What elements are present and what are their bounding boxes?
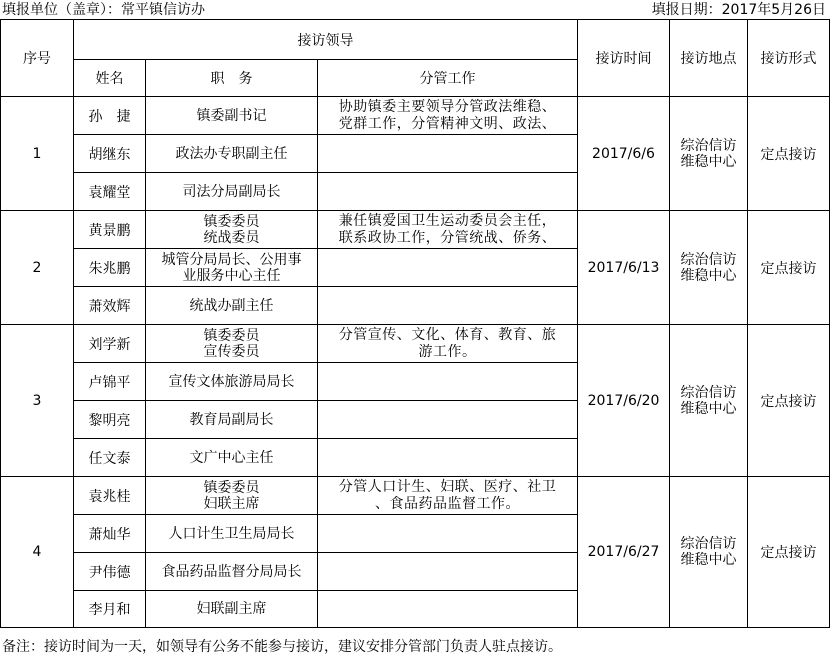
member-duty-empty [318,363,578,401]
member-name: 袁兆桂 [74,477,146,515]
member-position: 镇委委员 宣传委员 [146,325,318,363]
reception-place: 综治信访 维稳中心 [670,97,748,211]
table-row [1,97,830,135]
table-row [1,477,830,515]
member-duty: 协助镇委主要领导分管政法维稳、 党群工作，分管精神文明、政法、 [318,97,578,135]
reception-form: 定点接访 [748,211,830,325]
reception-form: 定点接访 [748,325,830,477]
member-position: 镇委委员 妇联主席 [146,477,318,515]
member-duty-empty [318,591,578,628]
reception-place: 综治信访 维稳中心 [670,211,748,325]
member-duty-empty [318,515,578,553]
table-row [1,211,830,249]
member-position: 城管分局局长、公用事 业服务中心主任 [146,249,318,287]
group-seq: 3 [1,325,74,477]
group-seq: 1 [1,97,74,211]
member-duty-empty [318,173,578,211]
member-duty-empty [318,135,578,173]
col-time-header: 接访时间 [578,20,670,97]
reception-form: 定点接访 [748,97,830,211]
reception-form: 定点接访 [748,477,830,628]
member-name: 刘学新 [74,325,146,363]
member-name: 卢锦平 [74,363,146,401]
member-position: 妇联副主席 [146,591,318,628]
table-row [1,325,830,363]
col-place-header: 接访地点 [670,20,748,97]
member-name: 黄景鹏 [74,211,146,249]
reception-schedule-table [0,19,830,628]
member-duty: 兼任镇爱国卫生运动委员会主任， 联系政协工作，分管统战、侨务、 [318,211,578,249]
member-duty: 分管人口计生、妇联、医疗、社卫 、食品药品监督工作。 [318,477,578,515]
member-position: 政法办专职副主任 [146,135,318,173]
member-duty: 分管宣传、文化、体育、教育、旅 游工作。 [318,325,578,363]
reception-time: 2017/6/13 [578,211,670,325]
member-position: 文广中心主任 [146,439,318,477]
member-position: 司法分局副局长 [146,173,318,211]
col-leaders-header: 接访领导 [74,20,578,60]
member-position: 镇委委员 统战委员 [146,211,318,249]
member-duty-empty [318,249,578,287]
report-date: 填报日期：2017年5月26日 [651,2,826,18]
member-name: 胡继东 [74,135,146,173]
reception-time: 2017/6/6 [578,97,670,211]
reception-place: 综治信访 维稳中心 [670,325,748,477]
member-position: 食品药品监督分局局长 [146,553,318,591]
reception-time: 2017/6/27 [578,477,670,628]
member-duty-empty [318,553,578,591]
member-name: 任文泰 [74,439,146,477]
col-duty-header: 分管工作 [318,60,578,97]
reporting-unit: 填报单位（盖章）：常平镇信访办 [2,2,205,18]
col-seq-header: 序号 [1,20,74,97]
member-position: 宣传文体旅游局局长 [146,363,318,401]
member-name: 黎明亮 [74,401,146,439]
member-position: 镇委副书记 [146,97,318,135]
reception-place: 综治信访 维稳中心 [670,477,748,628]
member-position: 教育局副局长 [146,401,318,439]
group-seq: 4 [1,477,74,628]
group-seq: 2 [1,211,74,325]
member-duty-empty [318,401,578,439]
remark-note: 备注：接访时间为一天，如领导有公务不能参与接访，建议安排分管部门负责人驻点接访。 [2,639,562,655]
reception-time: 2017/6/20 [578,325,670,477]
member-name: 萧效辉 [74,287,146,325]
member-name: 尹伟德 [74,553,146,591]
member-name: 朱兆鹏 [74,249,146,287]
member-name: 袁耀堂 [74,173,146,211]
member-name: 孙 捷 [74,97,146,135]
member-duty-empty [318,287,578,325]
col-name-header: 姓名 [74,60,146,97]
member-position: 统战办副主任 [146,287,318,325]
col-form-header: 接访形式 [748,20,830,97]
col-position-header: 职 务 [146,60,318,97]
member-duty-empty [318,439,578,477]
member-name: 萧灿华 [74,515,146,553]
member-name: 李月和 [74,591,146,628]
member-position: 人口计生卫生局局长 [146,515,318,553]
